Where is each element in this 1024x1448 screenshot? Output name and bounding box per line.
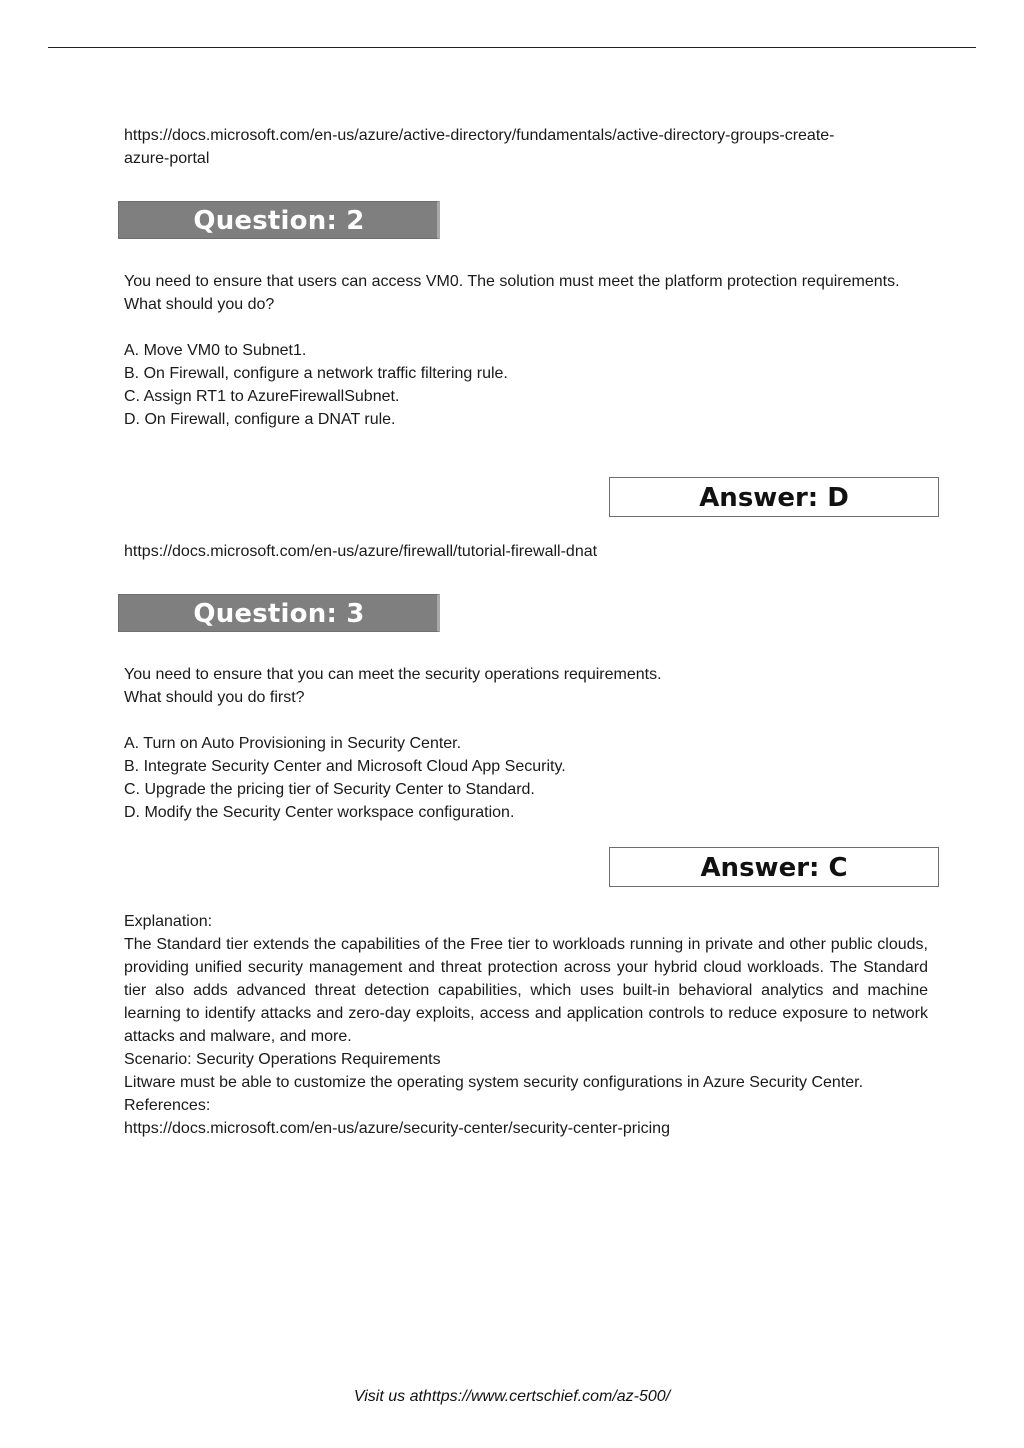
question-2-reference-link[interactable]: https://docs.microsoft.com/en-us/azure/firewall/tutorial-firewall-dnat [124, 543, 598, 560]
question-2-answer-box [609, 477, 939, 517]
scenario-heading: Scenario: Security Operations Requirements [124, 1051, 441, 1068]
question-2-title: Question: 2 [193, 206, 365, 236]
question-3-option-b: B. Integrate Security Center and Microsoft Cloud App Security. [124, 758, 566, 775]
question-3-ask: What should you do first? [124, 689, 305, 706]
explanation-label: Explanation: [124, 913, 213, 930]
question-2-reference-block [124, 540, 928, 563]
explanation-body: The Standard tier extends the capabilities of the Free tier to workloads running in private and other public clouds, providing unified security management and threat protection across your hybrid cloud workloads. The Standard tier also adds advanced threat detection capabilities, which uses built-in behavioral analytics and machine learning to identify attacks and zero-day exploits, access and application controls to reduce exposure to network attacks and malware, and more. [124, 936, 928, 1045]
question-3-option-c: C. Upgrade the pricing tier of Security Center to Standard. [124, 781, 535, 798]
references-label: References: [124, 1097, 211, 1114]
question-2-body [124, 270, 928, 431]
question-3-answer: Answer: C [700, 853, 848, 883]
question-2-option-b: B. On Firewall, configure a network traffic filtering rule. [124, 365, 508, 382]
question-3-option-d: D. Modify the Security Center workspace configuration. [124, 804, 515, 821]
question-2-option-a: A. Move VM0 to Subnet1. [124, 342, 307, 359]
header-rule [48, 47, 976, 48]
question-3-header [118, 594, 440, 632]
explanation-reference-link[interactable]: https://docs.microsoft.com/en-us/azure/security-center/security-center-pricing [124, 1120, 670, 1137]
question-2-header [118, 201, 440, 239]
question-3-explanation [124, 910, 928, 1140]
question-2-option-c: C. Assign RT1 to AzureFirewallSubnet. [124, 388, 400, 405]
reference-link-line2[interactable]: azure-portal [124, 150, 210, 167]
reference-link-line1[interactable]: https://docs.microsoft.com/en-us/azure/active-directory/fundamentals/active-directory-groups-create- [124, 127, 835, 144]
question-3-answer-box [609, 847, 939, 887]
question-2-answer: Answer: D [699, 483, 849, 513]
question-2-prompt: You need to ensure that users can access VM0. The solution must meet the platform protection requirements. [124, 273, 900, 290]
question-3-title: Question: 3 [193, 599, 365, 629]
scenario-text: Litware must be able to customize the operating system security configurations in Azure Security Center. [124, 1074, 864, 1091]
question-3-option-a: A. Turn on Auto Provisioning in Security Center. [124, 735, 462, 752]
question-2-ask: What should you do? [124, 296, 275, 313]
page-footer[interactable]: Visit us athttps://www.certschief.com/az-500/ [353, 1388, 671, 1405]
question-3-prompt: You need to ensure that you can meet the security operations requirements. [124, 666, 662, 683]
previous-reference [124, 124, 928, 170]
question-3-body [124, 663, 928, 824]
question-2-option-d: D. On Firewall, configure a DNAT rule. [124, 411, 396, 428]
